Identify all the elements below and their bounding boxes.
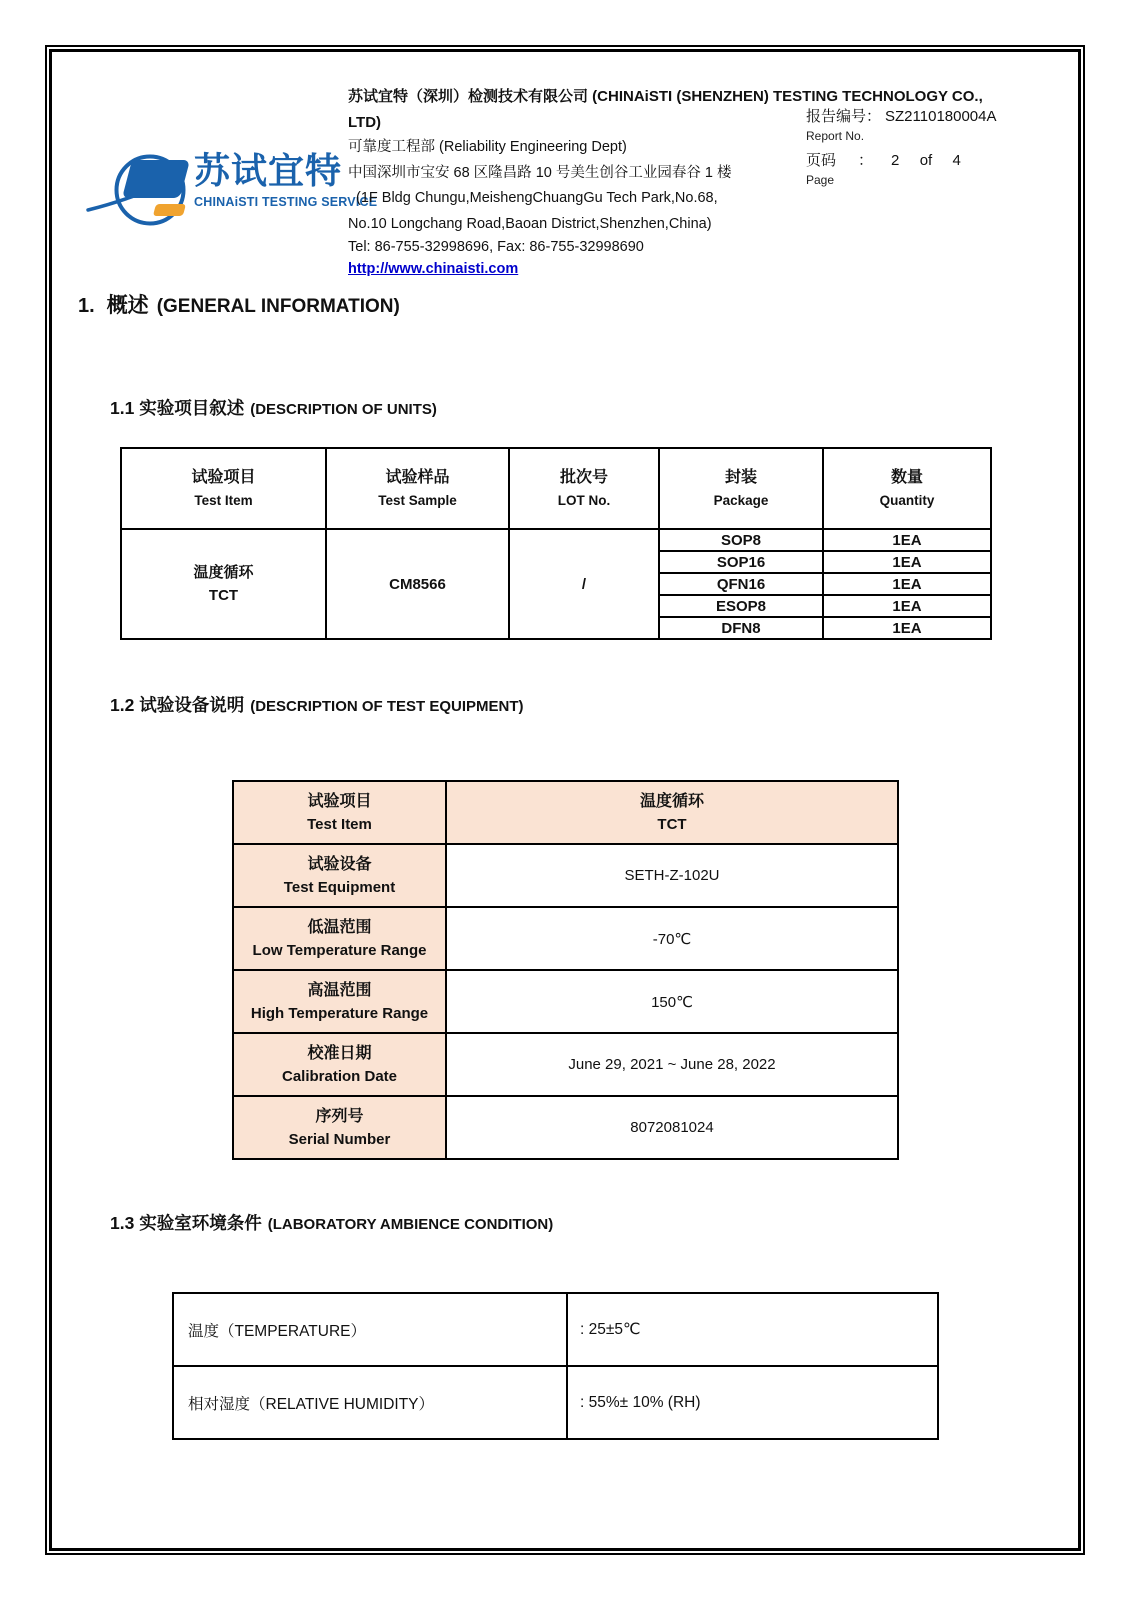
quantity-cell: 1EA xyxy=(823,573,991,595)
address-en-line1: (1F Bldg Chungu,MeishengChuangGu Tech Park,No.68, xyxy=(356,190,718,206)
equip-label-low-temp-cn: 低温范围 xyxy=(307,918,372,936)
test-sample-cell: CM8566 xyxy=(326,529,509,639)
equip-label-test-item-en: Test Item xyxy=(307,815,372,833)
logo-orange-flag xyxy=(153,204,186,216)
test-item-cell xyxy=(121,529,326,639)
equip-value-serial-number: 8072081024 xyxy=(446,1096,898,1159)
equipment-table-row xyxy=(233,1096,898,1159)
units-header-quantity xyxy=(823,448,991,529)
units-header-test-item-cn: 试验项目 xyxy=(191,469,256,486)
package-cell: SOP16 xyxy=(659,551,823,573)
section-1-title-cn: 概述 xyxy=(106,294,149,317)
equip-label-high-temp-cn: 高温范围 xyxy=(307,981,372,999)
units-header-lot-no-en: LOT No. xyxy=(557,493,611,508)
section-1-title xyxy=(78,289,400,319)
report-no-label-cn: 报告编号： xyxy=(806,108,882,125)
equipment-table-row xyxy=(233,907,898,970)
units-header-test-sample xyxy=(326,448,509,529)
section-1-2-title-cn: 1.2 试验设备说明 xyxy=(110,695,245,715)
ambience-table-row xyxy=(173,1293,938,1366)
equip-label-high-temp xyxy=(233,970,446,1033)
equip-label-calibration-date-en: Calibration Date xyxy=(281,1067,398,1085)
quantity-cell: 1EA xyxy=(823,529,991,551)
units-header-test-item xyxy=(121,448,326,529)
quantity-cell: 1EA xyxy=(823,617,991,639)
address-cn: 中国深圳市宝安 68 区隆昌路 10 号美生创谷工业园春谷 1 楼 xyxy=(348,164,732,181)
package-cell: ESOP8 xyxy=(659,595,823,617)
equip-value-test-item-en: TCT xyxy=(657,815,687,833)
temperature-value: : 25±5℃ xyxy=(567,1293,938,1366)
ambience-table-row xyxy=(173,1366,938,1439)
lot-no-cell: / xyxy=(509,529,659,639)
units-header-package-en: Package xyxy=(713,493,769,508)
equip-label-serial-number xyxy=(233,1096,446,1159)
page-label-en: Page xyxy=(806,173,835,187)
units-header-quantity-en: Quantity xyxy=(879,493,935,508)
humidity-label: 相对湿度（RELATIVE HUMIDITY） xyxy=(173,1366,567,1439)
equip-value-test-item-cn: 温度循环 xyxy=(639,792,704,810)
units-header-package-cn: 封装 xyxy=(724,469,757,486)
company-logo-icon xyxy=(86,146,201,236)
equip-label-calibration-date-cn: 校准日期 xyxy=(307,1044,372,1062)
units-header-lot-no xyxy=(509,448,659,529)
page-separator: ： xyxy=(858,152,874,169)
section-1-number: 1. xyxy=(78,295,95,317)
company-name-line2: LTD) xyxy=(348,113,382,131)
report-meta-block xyxy=(806,106,1056,189)
page-number-line xyxy=(806,150,1056,172)
equip-value-test-equipment: SETH-Z-102U xyxy=(446,844,898,907)
equip-label-test-equipment xyxy=(233,844,446,907)
section-1-1-title xyxy=(110,395,437,420)
package-cell: QFN16 xyxy=(659,573,823,595)
units-header-test-sample-en: Test Sample xyxy=(378,493,457,508)
units-header-test-item-en: Test Item xyxy=(194,493,253,508)
equip-label-calibration-date xyxy=(233,1033,446,1096)
humidity-value: : 55%± 10% (RH) xyxy=(567,1366,938,1439)
logo-blue-flag xyxy=(122,160,190,198)
units-table-row xyxy=(121,529,991,551)
equip-value-test-item xyxy=(446,781,898,844)
units-header-test-sample-cn: 试验样品 xyxy=(385,469,450,486)
section-1-3-title-en: (LABORATORY AMBIENCE CONDITION) xyxy=(267,1216,554,1233)
page-number-value: 2 of 4 xyxy=(891,152,961,169)
section-1-title-en: (GENERAL INFORMATION) xyxy=(156,296,400,317)
report-no-label-en: Report No. xyxy=(806,129,865,143)
section-1-1-title-cn: 1.1 实验项目叙述 xyxy=(110,398,245,418)
equipment-table-header-row xyxy=(233,781,898,844)
equip-label-test-item-cn: 试验项目 xyxy=(307,792,372,810)
address-en-line2: No.10 Longchang Road,Baoan District,Shenzhen,China) xyxy=(348,215,712,232)
test-item-cn: 温度循环 xyxy=(193,564,254,581)
equip-label-test-equipment-cn: 试验设备 xyxy=(307,855,372,873)
equip-label-high-temp-en: High Temperature Range xyxy=(250,1004,429,1022)
page-label-cn: 页码 xyxy=(806,152,837,169)
equipment-table-row xyxy=(233,970,898,1033)
package-cell: DFN8 xyxy=(659,617,823,639)
tel-fax-line: Tel: 86-755-32998696, Fax: 86-755-32998690 xyxy=(348,239,644,255)
units-table xyxy=(120,447,992,640)
equip-value-calibration-date: June 29, 2021 ~ June 28, 2022 xyxy=(446,1033,898,1096)
equipment-table xyxy=(232,780,899,1160)
equip-label-serial-number-cn: 序列号 xyxy=(315,1107,364,1125)
equip-value-low-temp: -70℃ xyxy=(446,907,898,970)
section-1-3-title-cn: 1.3 实验室环境条件 xyxy=(110,1213,262,1233)
company-name-line1: 苏试宜特（深圳）检测技术有限公司 (CHINAiSTI (SHENZHEN) TESTING TECHNOLOGY CO., xyxy=(348,88,983,105)
section-1-1-title-en: (DESCRIPTION OF UNITS) xyxy=(250,401,437,418)
logo-wordmark-cn: 苏试宜特 xyxy=(194,150,343,191)
report-no-value: SZ2110180004A xyxy=(885,108,997,125)
logo-swoosh-line xyxy=(88,196,134,210)
section-1-3-title xyxy=(110,1210,553,1235)
website-link[interactable]: http://www.chinaisti.com xyxy=(348,260,519,277)
section-1-2-title xyxy=(110,692,524,717)
equipment-table-row xyxy=(233,844,898,907)
equip-value-high-temp: 150℃ xyxy=(446,970,898,1033)
department-line: 可靠度工程部 (Reliability Engineering Dept) xyxy=(348,139,627,155)
equip-label-test-equipment-en: Test Equipment xyxy=(283,878,396,896)
logo-wordmark xyxy=(194,150,378,209)
quantity-cell: 1EA xyxy=(823,595,991,617)
logo-wordmark-en: CHINAiSTI TESTING SERVICE xyxy=(194,195,378,209)
report-no-line xyxy=(806,106,1056,128)
quantity-cell: 1EA xyxy=(823,551,991,573)
equip-label-serial-number-en: Serial Number xyxy=(288,1130,391,1148)
units-table-header-row xyxy=(121,448,991,529)
units-header-package xyxy=(659,448,823,529)
package-cell: SOP8 xyxy=(659,529,823,551)
units-header-quantity-cn: 数量 xyxy=(890,469,923,486)
equip-label-low-temp xyxy=(233,907,446,970)
ambience-table xyxy=(172,1292,939,1440)
equip-label-test-item xyxy=(233,781,446,844)
section-1-2-title-en: (DESCRIPTION OF TEST EQUIPMENT) xyxy=(250,698,524,715)
units-header-lot-no-cn: 批次号 xyxy=(559,469,608,486)
equip-label-low-temp-en: Low Temperature Range xyxy=(252,941,427,959)
temperature-label: 温度（TEMPERATURE） xyxy=(173,1293,567,1366)
test-item-en: TCT xyxy=(208,587,239,604)
equipment-table-row xyxy=(233,1033,898,1096)
